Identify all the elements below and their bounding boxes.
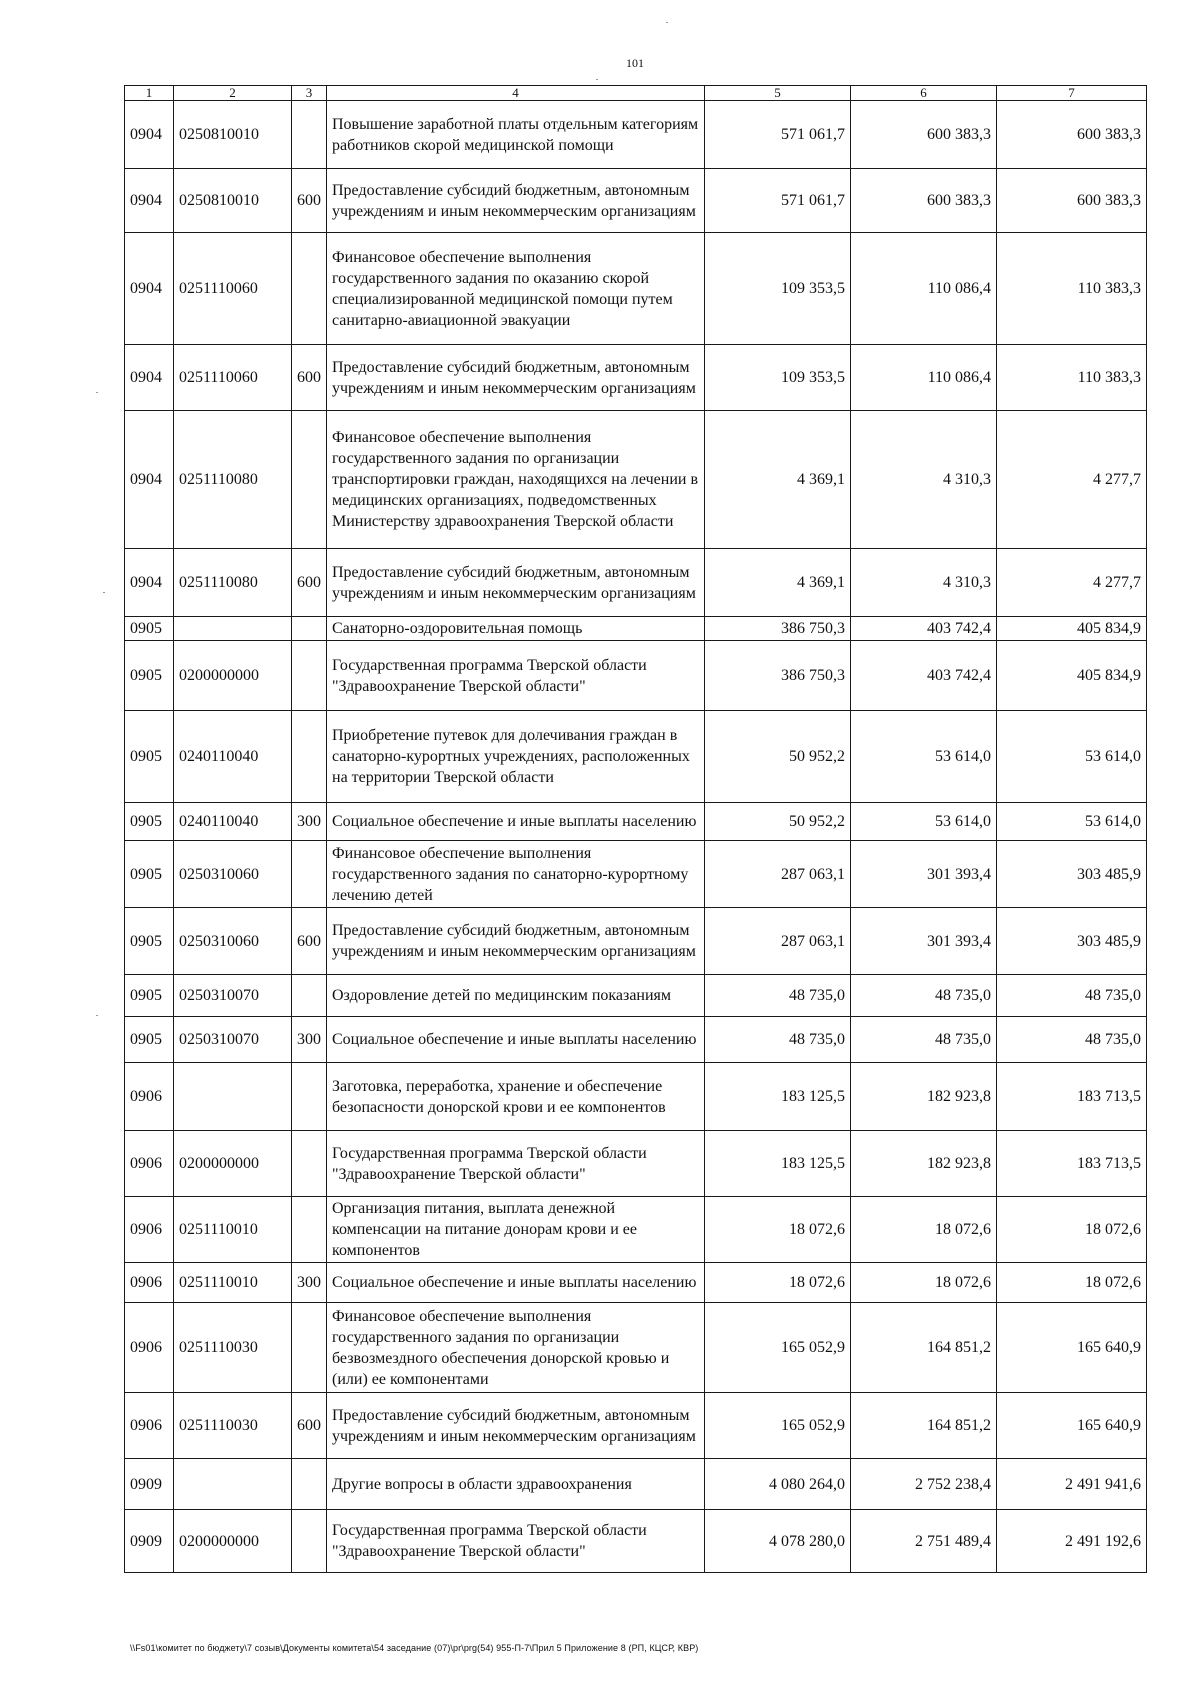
section-code-cell: 0906 (125, 1303, 174, 1393)
amount-year3-cell: 183 713,5 (997, 1131, 1147, 1197)
table-row (125, 1303, 1147, 1393)
target-article-cell: 0251110080 (174, 549, 292, 617)
amount-year2-cell: 53 614,0 (851, 711, 997, 803)
table-row (125, 1017, 1147, 1063)
expense-type-cell (292, 641, 327, 711)
amount-year3-cell: 183 713,5 (997, 1063, 1147, 1131)
expense-type-cell: 600 (292, 549, 327, 617)
amount-year2-cell: 301 393,4 (851, 841, 997, 908)
table-row (125, 411, 1147, 549)
table-row (125, 711, 1147, 803)
expense-type-cell (292, 1303, 327, 1393)
scan-speck (103, 592, 105, 593)
target-article-cell: 0200000000 (174, 1510, 292, 1573)
page-number: 101 (626, 56, 644, 70)
table-row (125, 841, 1147, 908)
amount-year1-cell: 48 735,0 (705, 975, 851, 1017)
description-cell: Финансовое обеспечение выполнения государственного задания по организации транспортировки граждан, находящихся на лечении в медицинских организациях, подведомственных Министерству здравоохранения Тверской области (327, 411, 705, 549)
amount-year2-cell: 18 072,6 (851, 1197, 997, 1263)
description-cell: Оздоровление детей по медицинским показаниям (327, 975, 705, 1017)
table-row (125, 169, 1147, 233)
target-article-cell: 0251110030 (174, 1393, 292, 1459)
section-code-cell: 0904 (125, 411, 174, 549)
target-article-cell: 0200000000 (174, 641, 292, 711)
amount-year2-cell: 2 752 238,4 (851, 1459, 997, 1510)
amount-year3-cell: 600 383,3 (997, 169, 1147, 233)
description-cell: Предоставление субсидий бюджетным, автономным учреждениям и иным некоммерческим организациям (327, 1393, 705, 1459)
target-article-cell (174, 1063, 292, 1131)
section-code-cell: 0906 (125, 1063, 174, 1131)
scan-speck (596, 79, 598, 80)
target-article-cell: 0251110060 (174, 233, 292, 345)
amount-year3-cell: 18 072,6 (997, 1263, 1147, 1303)
target-article-cell (174, 617, 292, 641)
expense-type-cell: 300 (292, 803, 327, 841)
expense-type-cell (292, 233, 327, 345)
amount-year1-cell: 50 952,2 (705, 711, 851, 803)
section-code-cell: 0909 (125, 1510, 174, 1573)
amount-year1-cell: 386 750,3 (705, 641, 851, 711)
amount-year2-cell: 48 735,0 (851, 975, 997, 1017)
description-cell: Предоставление субсидий бюджетным, автономным учреждениям и иным некоммерческим организациям (327, 549, 705, 617)
section-code-cell: 0905 (125, 975, 174, 1017)
scan-speck (666, 22, 668, 23)
amount-year2-cell: 4 310,3 (851, 549, 997, 617)
amount-year1-cell: 165 052,9 (705, 1393, 851, 1459)
description-cell: Социальное обеспечение и иные выплаты населению (327, 1017, 705, 1063)
amount-year1-cell: 4 369,1 (705, 411, 851, 549)
amount-year2-cell: 110 086,4 (851, 233, 997, 345)
column-header: 7 (997, 86, 1147, 101)
table-row (125, 1263, 1147, 1303)
amount-year2-cell: 110 086,4 (851, 345, 997, 411)
table-row (125, 345, 1147, 411)
table-row (125, 1459, 1147, 1510)
amount-year1-cell: 287 063,1 (705, 908, 851, 975)
amount-year2-cell: 164 851,2 (851, 1393, 997, 1459)
amount-year1-cell: 183 125,5 (705, 1063, 851, 1131)
amount-year2-cell: 18 072,6 (851, 1263, 997, 1303)
amount-year2-cell: 164 851,2 (851, 1303, 997, 1393)
expense-type-cell: 600 (292, 1393, 327, 1459)
scan-speck (96, 392, 98, 393)
description-cell: Предоставление субсидий бюджетным, автономным учреждениям и иным некоммерческим организациям (327, 169, 705, 233)
amount-year1-cell: 4 369,1 (705, 549, 851, 617)
amount-year3-cell: 110 383,3 (997, 233, 1147, 345)
description-cell: Социальное обеспечение и иные выплаты населению (327, 803, 705, 841)
amount-year1-cell: 109 353,5 (705, 233, 851, 345)
amount-year3-cell: 303 485,9 (997, 841, 1147, 908)
column-header: 4 (327, 86, 705, 101)
target-article-cell: 0240110040 (174, 803, 292, 841)
target-article-cell: 0250310070 (174, 975, 292, 1017)
amount-year3-cell: 405 834,9 (997, 641, 1147, 711)
description-cell: Социальное обеспечение и иные выплаты населению (327, 1263, 705, 1303)
section-code-cell: 0904 (125, 101, 174, 169)
expense-type-cell: 600 (292, 169, 327, 233)
target-article-cell: 0251110010 (174, 1263, 292, 1303)
description-cell: Финансовое обеспечение выполнения государственного задания по санаторно-курортному лечению детей (327, 841, 705, 908)
column-header: 1 (125, 86, 174, 101)
expense-type-cell (292, 101, 327, 169)
section-code-cell: 0904 (125, 345, 174, 411)
amount-year3-cell: 4 277,7 (997, 549, 1147, 617)
amount-year2-cell: 182 923,8 (851, 1131, 997, 1197)
description-cell: Государственная программа Тверской области "Здравоохранение Тверской области" (327, 1510, 705, 1573)
table-row (125, 803, 1147, 841)
amount-year3-cell: 303 485,9 (997, 908, 1147, 975)
amount-year2-cell: 403 742,4 (851, 617, 997, 641)
description-cell: Санаторно-оздоровительная помощь (327, 617, 705, 641)
amount-year2-cell: 4 310,3 (851, 411, 997, 549)
expense-type-cell (292, 711, 327, 803)
target-article-cell: 0200000000 (174, 1131, 292, 1197)
amount-year1-cell: 4 078 280,0 (705, 1510, 851, 1573)
amount-year2-cell: 301 393,4 (851, 908, 997, 975)
amount-year1-cell: 4 080 264,0 (705, 1459, 851, 1510)
section-code-cell: 0905 (125, 617, 174, 641)
amount-year3-cell: 110 383,3 (997, 345, 1147, 411)
section-code-cell: 0905 (125, 711, 174, 803)
target-article-cell: 0251110060 (174, 345, 292, 411)
expense-type-cell: 600 (292, 345, 327, 411)
expense-type-cell (292, 1063, 327, 1131)
description-cell: Финансовое обеспечение выполнения государственного задания по организации безвозмездного обеспечения донорской кровью и (или) ее компонентами (327, 1303, 705, 1393)
column-header: 5 (705, 86, 851, 101)
amount-year1-cell: 48 735,0 (705, 1017, 851, 1063)
amount-year1-cell: 18 072,6 (705, 1263, 851, 1303)
amount-year1-cell: 50 952,2 (705, 803, 851, 841)
amount-year3-cell: 48 735,0 (997, 1017, 1147, 1063)
expense-type-cell: 600 (292, 908, 327, 975)
target-article-cell: 0251110080 (174, 411, 292, 549)
column-header: 2 (174, 86, 292, 101)
expense-type-cell: 300 (292, 1263, 327, 1303)
section-code-cell: 0905 (125, 908, 174, 975)
description-cell: Повышение заработной платы отдельным категориям работников скорой медицинской помощи (327, 101, 705, 169)
amount-year2-cell: 600 383,3 (851, 101, 997, 169)
amount-year1-cell: 18 072,6 (705, 1197, 851, 1263)
description-cell: Другие вопросы в области здравоохранения (327, 1459, 705, 1510)
section-code-cell: 0905 (125, 841, 174, 908)
description-cell: Государственная программа Тверской области "Здравоохранение Тверской области" (327, 1131, 705, 1197)
section-code-cell: 0906 (125, 1197, 174, 1263)
section-code-cell: 0906 (125, 1263, 174, 1303)
amount-year1-cell: 165 052,9 (705, 1303, 851, 1393)
expense-type-cell (292, 975, 327, 1017)
amount-year3-cell: 18 072,6 (997, 1197, 1147, 1263)
expense-type-cell (292, 1459, 327, 1510)
amount-year1-cell: 571 061,7 (705, 169, 851, 233)
amount-year3-cell: 405 834,9 (997, 617, 1147, 641)
section-code-cell: 0905 (125, 803, 174, 841)
expense-type-cell (292, 1131, 327, 1197)
description-cell: Предоставление субсидий бюджетным, автономным учреждениям и иным некоммерческим организациям (327, 345, 705, 411)
column-header: 3 (292, 86, 327, 101)
table-row (125, 233, 1147, 345)
table-row (125, 1063, 1147, 1131)
expense-type-cell (292, 411, 327, 549)
expense-type-cell (292, 1197, 327, 1263)
target-article-cell: 0240110040 (174, 711, 292, 803)
amount-year2-cell: 600 383,3 (851, 169, 997, 233)
table-row (125, 1131, 1147, 1197)
amount-year3-cell: 165 640,9 (997, 1393, 1147, 1459)
amount-year2-cell: 2 751 489,4 (851, 1510, 997, 1573)
section-code-cell: 0904 (125, 169, 174, 233)
section-code-cell: 0905 (125, 1017, 174, 1063)
description-cell: Заготовка, переработка, хранение и обеспечение безопасности донорской крови и ее компонентов (327, 1063, 705, 1131)
target-article-cell: 0250310060 (174, 908, 292, 975)
section-code-cell: 0905 (125, 641, 174, 711)
table-row (125, 617, 1147, 641)
amount-year3-cell: 53 614,0 (997, 803, 1147, 841)
amount-year3-cell: 165 640,9 (997, 1303, 1147, 1393)
expense-type-cell: 300 (292, 1017, 327, 1063)
target-article-cell: 0250810010 (174, 101, 292, 169)
target-article-cell: 0251110010 (174, 1197, 292, 1263)
amount-year3-cell: 4 277,7 (997, 411, 1147, 549)
table-row (125, 975, 1147, 1017)
amount-year1-cell: 287 063,1 (705, 841, 851, 908)
target-article-cell: 0250810010 (174, 169, 292, 233)
expense-type-cell (292, 1510, 327, 1573)
column-number-header-row (125, 86, 1147, 101)
target-article-cell: 0250310070 (174, 1017, 292, 1063)
target-article-cell: 0250310060 (174, 841, 292, 908)
expense-type-cell (292, 841, 327, 908)
section-code-cell: 0906 (125, 1393, 174, 1459)
target-article-cell (174, 1459, 292, 1510)
amount-year3-cell: 600 383,3 (997, 101, 1147, 169)
section-code-cell: 0904 (125, 549, 174, 617)
target-article-cell: 0251110030 (174, 1303, 292, 1393)
description-cell: Приобретение путевок для долечивания граждан в санаторно-курортных учреждениях, расположенных на территории Тверской области (327, 711, 705, 803)
amount-year2-cell: 182 923,8 (851, 1063, 997, 1131)
section-code-cell: 0904 (125, 233, 174, 345)
table-row (125, 908, 1147, 975)
section-code-cell: 0909 (125, 1459, 174, 1510)
footer-file-path: \\Fs01\комитет по бюджету\7 созыв\Документы комитета\54 заседание (07)\pr\prg(54) 955-П-7\Прил 5 Приложение 8 (РП, КЦСР, КВР) (130, 1643, 699, 1653)
table-row (125, 1393, 1147, 1459)
amount-year1-cell: 386 750,3 (705, 617, 851, 641)
table-row (125, 549, 1147, 617)
amount-year1-cell: 183 125,5 (705, 1131, 851, 1197)
scan-speck (96, 1015, 98, 1016)
amount-year3-cell: 2 491 192,6 (997, 1510, 1147, 1573)
table-row (125, 641, 1147, 711)
expense-type-cell (292, 617, 327, 641)
budget-table (124, 85, 1147, 1573)
description-cell: Предоставление субсидий бюджетным, автономным учреждениям и иным некоммерческим организациям (327, 908, 705, 975)
description-cell: Организация питания, выплата денежной компенсации на питание донорам крови и ее компонентов (327, 1197, 705, 1263)
amount-year2-cell: 403 742,4 (851, 641, 997, 711)
amount-year1-cell: 109 353,5 (705, 345, 851, 411)
amount-year3-cell: 48 735,0 (997, 975, 1147, 1017)
table-row (125, 1510, 1147, 1573)
table-row (125, 1197, 1147, 1263)
amount-year3-cell: 53 614,0 (997, 711, 1147, 803)
section-code-cell: 0906 (125, 1131, 174, 1197)
amount-year2-cell: 48 735,0 (851, 1017, 997, 1063)
column-header: 6 (851, 86, 997, 101)
amount-year2-cell: 53 614,0 (851, 803, 997, 841)
description-cell: Финансовое обеспечение выполнения государственного задания по оказанию скорой специализированной медицинской помощи путем санитарно-авиационной эвакуации (327, 233, 705, 345)
description-cell: Государственная программа Тверской области "Здравоохранение Тверской области" (327, 641, 705, 711)
amount-year3-cell: 2 491 941,6 (997, 1459, 1147, 1510)
amount-year1-cell: 571 061,7 (705, 101, 851, 169)
table-row (125, 101, 1147, 169)
